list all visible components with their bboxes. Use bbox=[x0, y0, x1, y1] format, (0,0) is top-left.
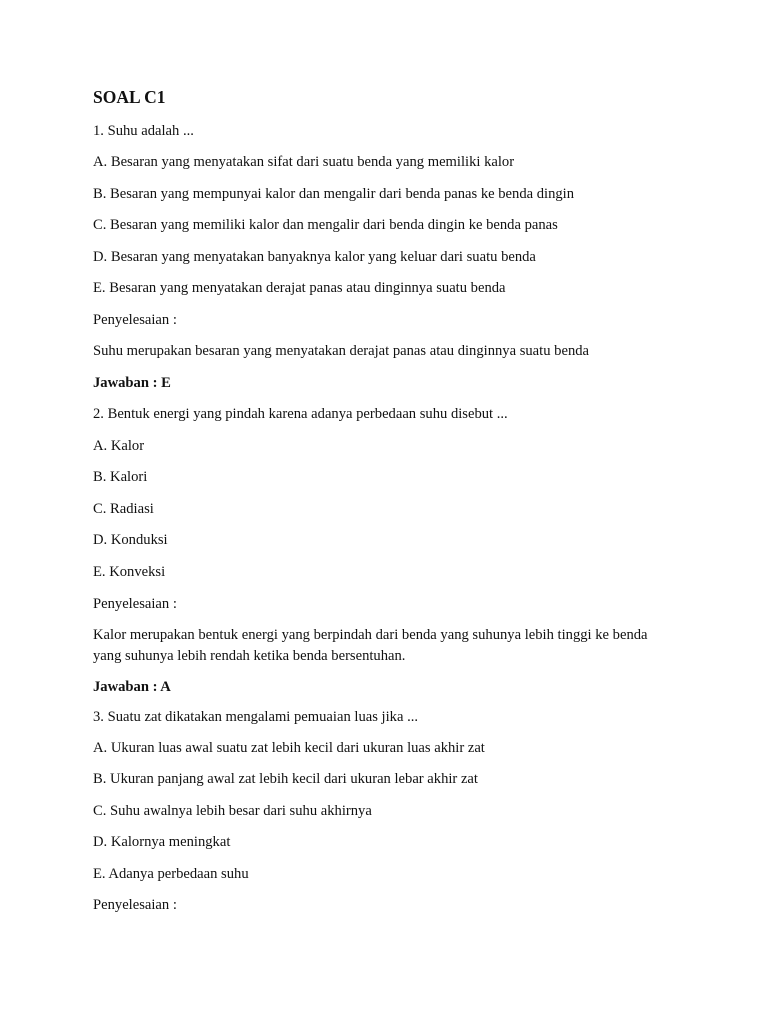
page-title: SOAL C1 bbox=[93, 87, 166, 107]
q3-option-c: C. Suhu awalnya lebih besar dari suhu akhirnya bbox=[93, 803, 372, 819]
q2-answer: Jawaban : A bbox=[93, 679, 171, 695]
q3-option-d: D. Kalornya meningkat bbox=[93, 834, 231, 850]
q3-option-e: E. Adanya perbedaan suhu bbox=[93, 866, 249, 882]
q1-option-a: A. Besaran yang menyatakan sifat dari suatu benda yang memiliki kalor bbox=[93, 154, 515, 170]
q3-option-a: A. Ukuran luas awal suatu zat lebih kecil dari ukuran luas akhir zat bbox=[93, 740, 485, 756]
q2-option-b: B. Kalori bbox=[93, 469, 148, 485]
q1-solution-text: Suhu merupakan besaran yang menyatakan derajat panas atau dinginnya suatu benda bbox=[93, 343, 590, 359]
q3-solution-label: Penyelesaian : bbox=[93, 897, 177, 913]
q2-solution-label: Penyelesaian : bbox=[93, 596, 177, 612]
q1-option-d: D. Besaran yang menyatakan banyaknya kalor yang keluar dari suatu benda bbox=[93, 249, 536, 265]
q2-solution-text: Kalor merupakan bentuk energi yang berpindah dari benda yang suhunya lebih tinggi ke benda yang suhunya lebih rendah ketika benda bersentuhan. bbox=[93, 627, 648, 664]
q1-answer: Jawaban : E bbox=[93, 375, 171, 391]
q1-option-c: C. Besaran yang memiliki kalor dan mengalir dari benda dingin ke benda panas bbox=[93, 217, 558, 233]
q2-option-c: C. Radiasi bbox=[93, 501, 154, 517]
q2-option-d: D. Konduksi bbox=[93, 532, 168, 548]
q2-option-e: E. Konveksi bbox=[93, 564, 166, 580]
q1-solution-label: Penyelesaian : bbox=[93, 312, 177, 328]
question-1: 1. Suhu adalah ... bbox=[93, 123, 194, 139]
q1-option-e: E. Besaran yang menyatakan derajat panas atau dinginnya suatu benda bbox=[93, 280, 506, 296]
q2-option-a: A. Kalor bbox=[93, 438, 145, 454]
question-3: 3. Suatu zat dikatakan mengalami pemuaian luas jika ... bbox=[93, 709, 419, 725]
question-2: 2. Bentuk energi yang pindah karena adanya perbedaan suhu disebut ... bbox=[93, 406, 508, 422]
q3-option-b: B. Ukuran panjang awal zat lebih kecil dari ukuran lebar akhir zat bbox=[93, 771, 478, 787]
q1-option-b: B. Besaran yang mempunyai kalor dan mengalir dari benda panas ke benda dingin bbox=[93, 186, 575, 202]
